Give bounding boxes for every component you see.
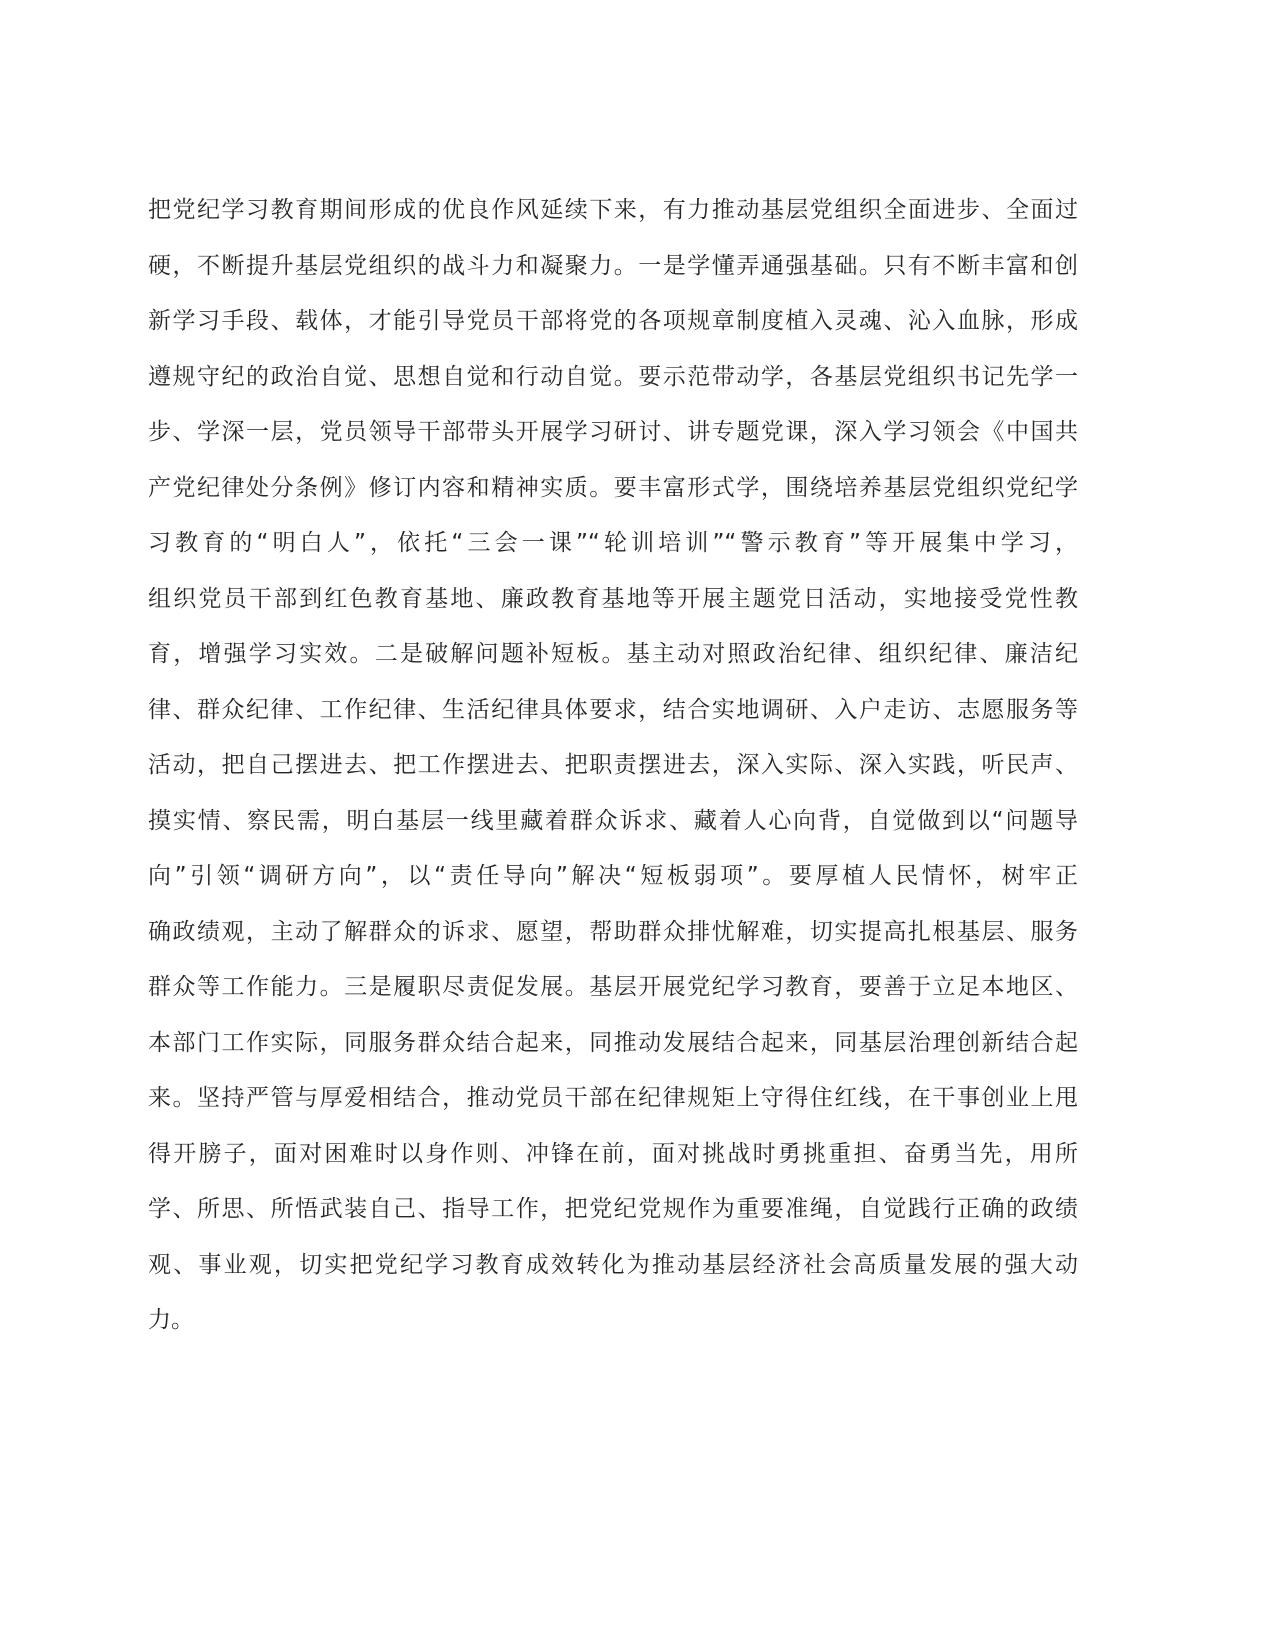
paragraph-line: 组织党员干部到红色教育基地、廉政教育基地等开展主题党日活动，实地接受党性教 xyxy=(148,585,1078,612)
paragraph-line: 群众等工作能力。三是履职尽责促发展。基层开展党纪学习教育，要善于立足本地区、 xyxy=(148,974,1078,1000)
paragraph-line: 向”引领“调研方向”，以“责任导向”解决“短板弱项”。要厚植人民情怀，树牢正 xyxy=(148,863,1078,889)
paragraph-line: 新学习手段、载体，才能引导党员干部将党的各项规章制度植入灵魂、沁入血脉，形成 xyxy=(148,308,1078,334)
paragraph-line: 步、学深一层，党员领导干部带头开展学习研讨、讲专题党课，深入学习领会《中国共 xyxy=(148,419,1078,445)
paragraph-line: 来。坚持严管与厚爱相结合，推动党员干部在纪律规矩上守得住红线，在干事创业上甩 xyxy=(148,1085,1078,1111)
paragraph-line: 习教育的“明白人”，依托“三会一课”“轮训培训”“警示教育”等开展集中学习， xyxy=(148,530,1078,556)
paragraph-line: 摸实情、察民需，明白基层一线里藏着群众诉求、藏着人心向背，自觉做到以“问题导 xyxy=(148,807,1078,834)
paragraph-line: 律、群众纪律、工作纪律、生活纪律具体要求，结合实地调研、入户走访、志愿服务等 xyxy=(148,696,1078,723)
paragraph-line: 硬，不断提升基层党组织的战斗力和凝聚力。一是学懂弄通强基础。只有不断丰富和创 xyxy=(148,252,1078,279)
paragraph-line: 观、事业观，切实把党纪学习教育成效转化为推动基层经济社会高质量发展的强大动 xyxy=(148,1251,1078,1278)
body-paragraph xyxy=(148,183,1078,1349)
paragraph-line: 学、所思、所悟武装自己、指导工作，把党纪党规作为重要准绳，自觉践行正确的政绩 xyxy=(148,1196,1078,1222)
paragraph-line: 得开膀子，面对困难时以身作则、冲锋在前，面对挑战时勇挑重担、奋勇当先，用所 xyxy=(148,1140,1078,1167)
paragraph-line: 产党纪律处分条例》修订内容和精神实质。要丰富形式学，围绕培养基层党组织党纪学 xyxy=(148,474,1078,501)
paragraph-line: 遵规守纪的政治自觉、思想自觉和行动自觉。要示范带动学，各基层党组织书记先学一 xyxy=(148,363,1078,390)
paragraph-line: 育，增强学习实效。二是破解问题补短板。基主动对照政治纪律、组织纪律、廉洁纪 xyxy=(148,641,1078,667)
paragraph-line: 活动，把自己摆进去、把工作摆进去、把职责摆进去，深入实际、深入实践，听民声、 xyxy=(148,752,1078,778)
paragraph-line: 本部门工作实际，同服务群众结合起来，同推动发展结合起来，同基层治理创新结合起 xyxy=(148,1029,1078,1056)
paragraph-line: 把党纪学习教育期间形成的优良作风延续下来，有力推动基层党组织全面进步、全面过 xyxy=(148,197,1078,223)
paragraph-line-last: 力。 xyxy=(148,1307,194,1333)
paragraph-line: 确政绩观，主动了解群众的诉求、愿望，帮助群众排忧解难，切实提高扎根基层、服务 xyxy=(148,918,1078,945)
